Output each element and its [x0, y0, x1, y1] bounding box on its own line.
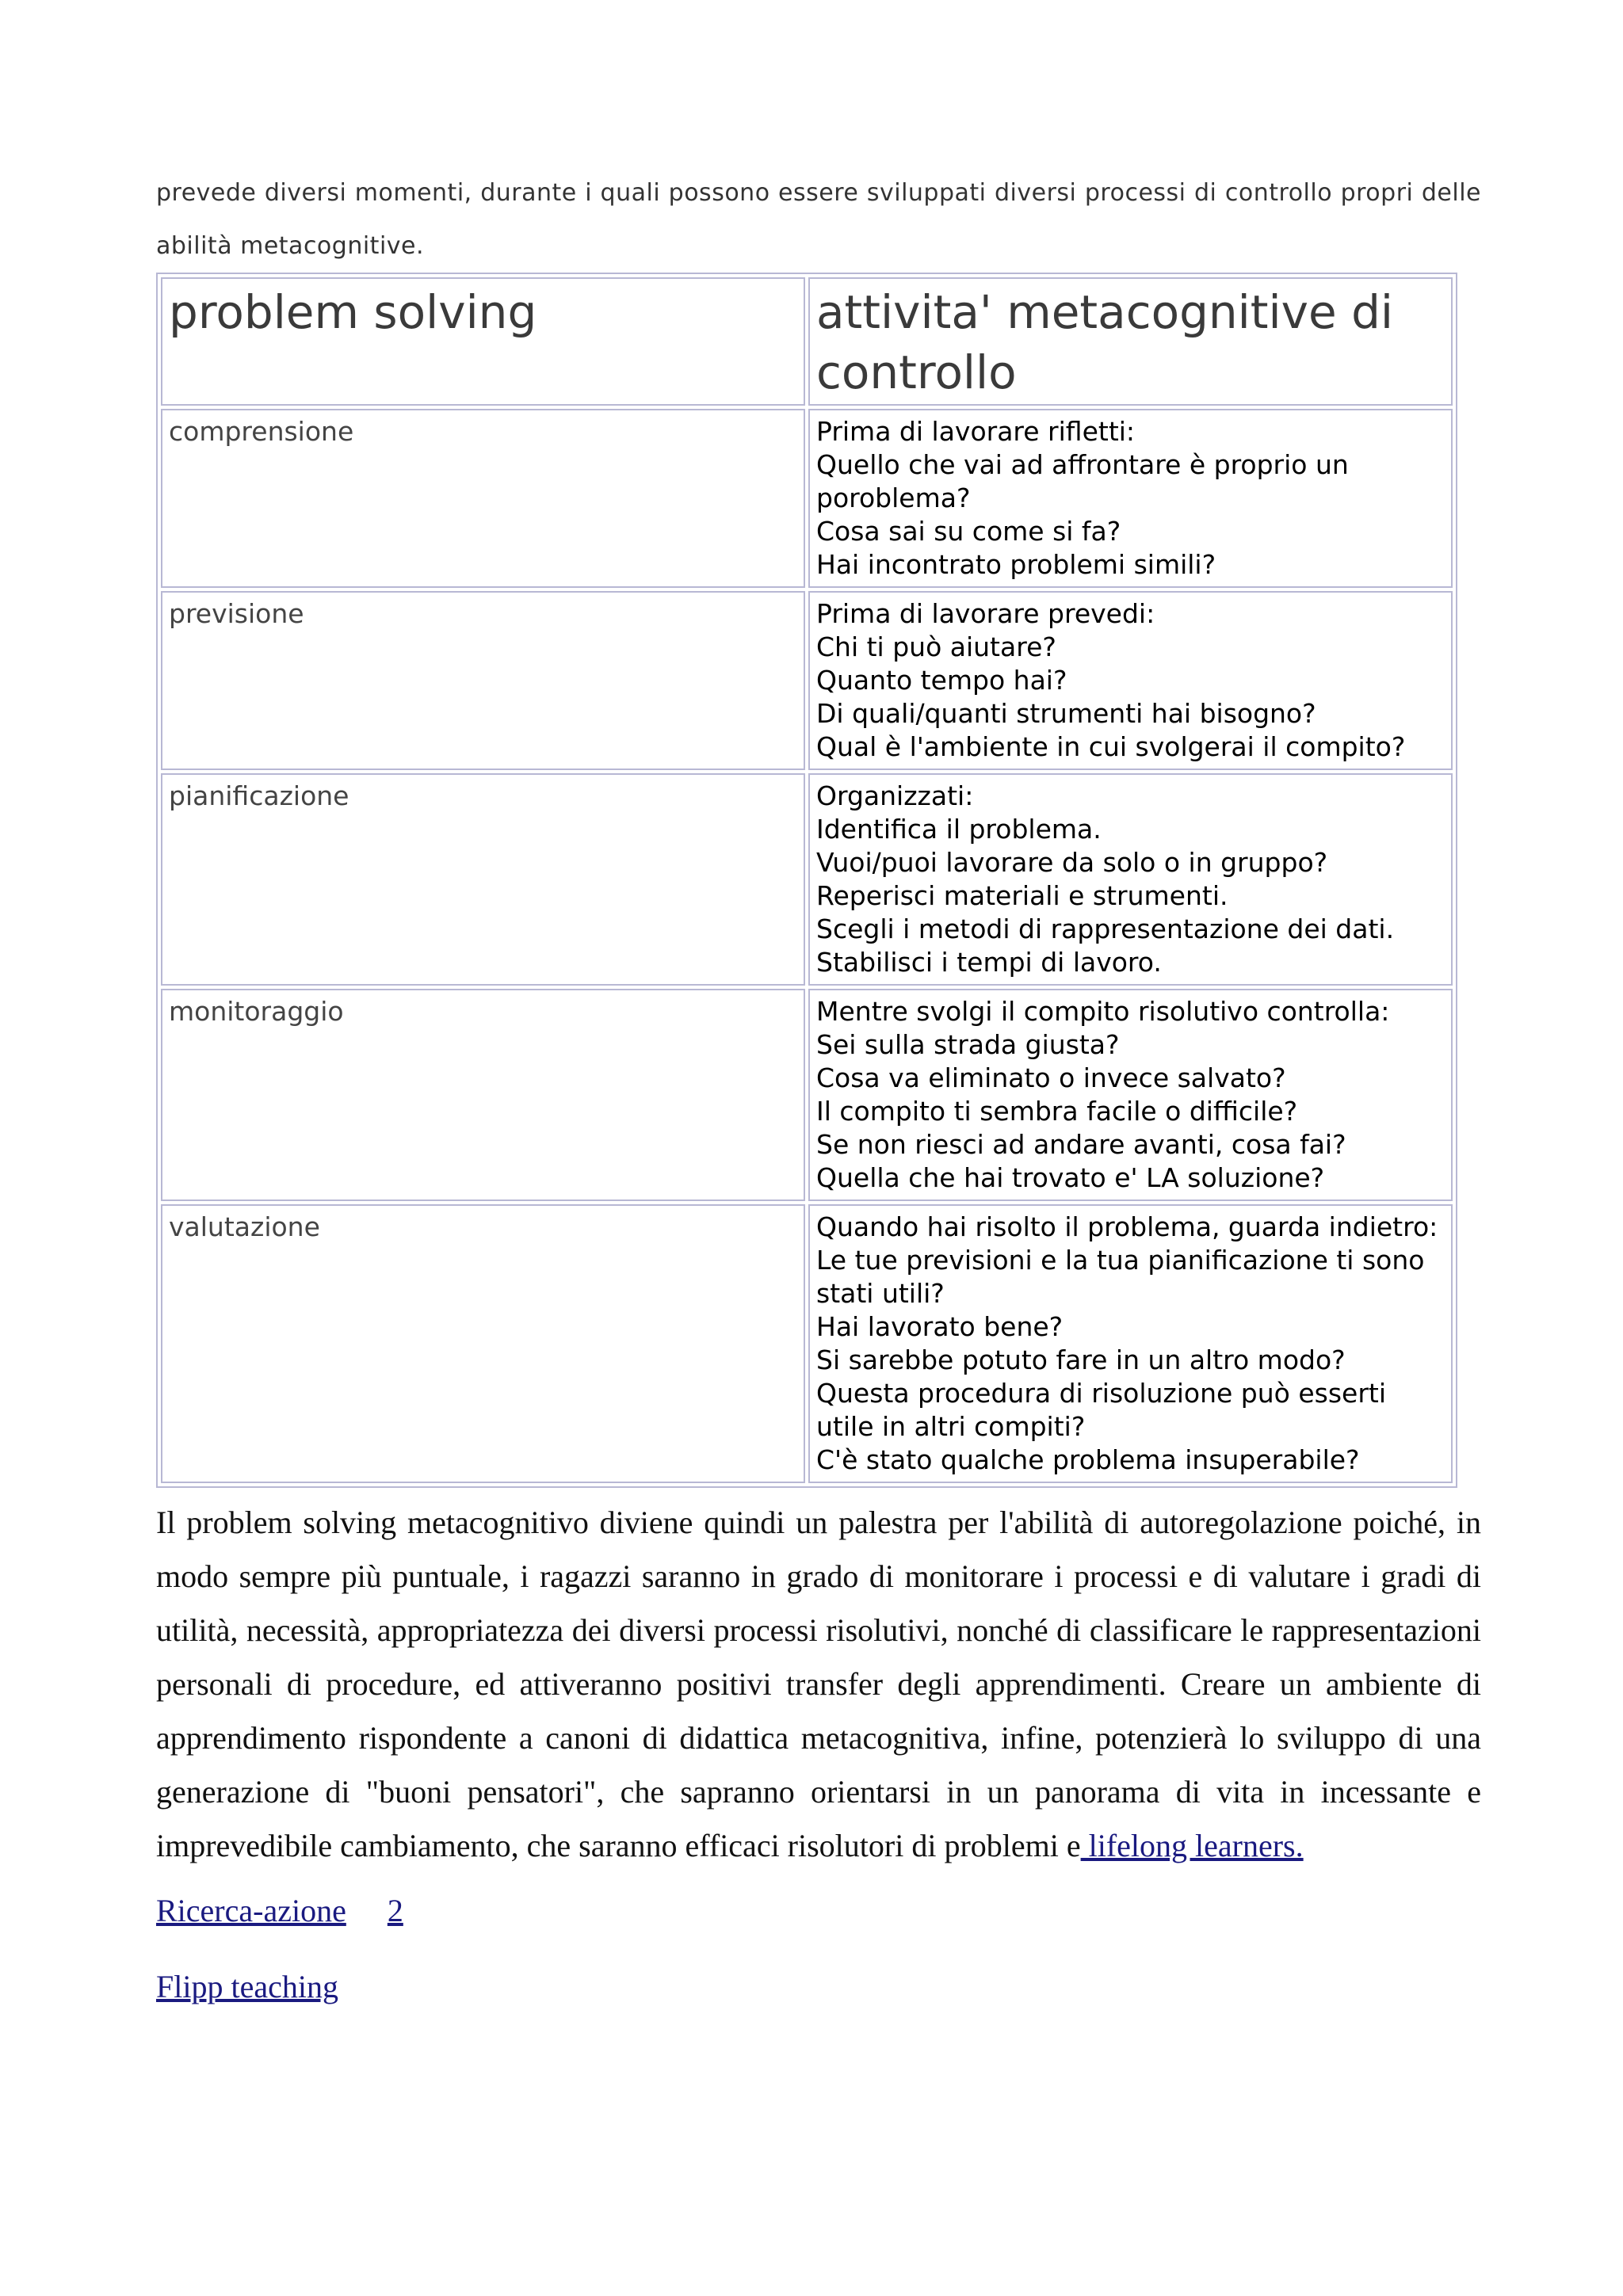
table-row	[161, 409, 1453, 588]
activity-line: Sei sulla strada giusta?	[816, 1029, 1120, 1060]
activity-line: Scegli i metodi di rappresentazione dei dati.	[816, 913, 1395, 944]
document-page	[156, 166, 1481, 2042]
phase-cell: previsione	[161, 591, 805, 770]
activity-line: Prima di lavorare rifletti:	[816, 416, 1136, 447]
activity-line: Di quali/quanti strumenti hai bisogno?	[816, 698, 1316, 729]
table-row	[161, 773, 1453, 986]
activity-line: Qual è l'ambiente in cui svolgerai il compito?	[816, 731, 1406, 762]
table-row	[161, 591, 1453, 770]
activity-line: Cosa sai su come si fa?	[816, 516, 1121, 547]
activity-line: Mentre svolgi il compito risolutivo controlla:	[816, 996, 1390, 1027]
ricerca-azione-link[interactable]: Ricerca-azione	[156, 1893, 346, 1928]
activity-line: Quello che vai ad affrontare è proprio un poroblema?	[816, 449, 1349, 513]
activity-line: Hai lavorato bene?	[816, 1311, 1064, 1342]
activity-line: Hai incontrato problemi simili?	[816, 549, 1216, 580]
activity-line: Le tue previsioni e la tua pianificazione ti sono stati utili?	[816, 1245, 1425, 1309]
lifelong-learners-link[interactable]: lifelong learners.	[1080, 1828, 1304, 1863]
activities-cell	[808, 591, 1453, 770]
activity-line: Stabilisci i tempi di lavoro.	[816, 947, 1162, 978]
intro-paragraph: prevede diversi momenti, durante i quali possono essere sviluppati diversi processi di controllo propri delle abilità metacognitive.	[156, 179, 1481, 260]
activities-cell	[808, 773, 1453, 986]
related-links	[156, 1890, 1481, 2008]
activity-line: Quanto tempo hai?	[816, 665, 1067, 696]
activity-line: Quando hai risolto il problema, guarda indietro:	[816, 1211, 1438, 1242]
activity-line: Prima di lavorare prevedi:	[816, 598, 1155, 629]
activities-cell	[808, 1204, 1453, 1483]
activity-line: Se non riesci ad andare avanti, cosa fai?	[816, 1129, 1346, 1160]
metacognitive-table	[156, 273, 1457, 1488]
table-header-row	[161, 277, 1453, 406]
activity-line: Identifica il problema.	[816, 814, 1102, 845]
activity-line: Organizzati:	[816, 780, 974, 811]
body-text: Il problem solving metacognitivo diviene quindi un palestra per l'abilità di autoregolazione poiché, in modo sempre più puntuale, i ragazzi saranno in grado di monitorare i processi e di valutare i gradi di utilità, necessità, appropriatezza dei diversi processi risolutivi, nonché di classificare le rappresentazioni personali di procedure, ed attiveranno positivi transfer degli apprendimenti. Creare un ambiente di apprendimento rispondente a canoni di didattica metacognitiva, infine, potenzierà lo sviluppo di una generazione di "buoni pensatori", che sapranno orientarsi in un panorama di vita in incessante e imprevedibile cambiamento, che saranno efficaci risolutori di problemi e	[156, 1505, 1481, 1863]
phase-cell: valutazione	[161, 1204, 805, 1483]
header-metacognitive-activities: attivita' metacognitive di controllo	[808, 277, 1453, 406]
activity-line: Reperisci materiali e strumenti.	[816, 880, 1228, 911]
activity-line: Si sarebbe potuto fare in un altro modo?	[816, 1344, 1346, 1375]
phase-cell: comprensione	[161, 409, 805, 588]
table-body	[161, 409, 1453, 1483]
ricerca-azione-2-link[interactable]: 2	[387, 1893, 403, 1928]
activity-line: C'è stato qualche problema insuperabile?	[816, 1444, 1360, 1475]
table-row	[161, 989, 1453, 1201]
header-problem-solving: problem solving	[161, 277, 805, 406]
body-paragraph	[156, 1496, 1481, 1873]
activities-cell	[808, 409, 1453, 588]
phase-cell: pianificazione	[161, 773, 805, 986]
activity-line: Quella che hai trovato e' LA soluzione?	[816, 1162, 1325, 1193]
activity-line: Vuoi/puoi lavorare da solo o in gruppo?	[816, 847, 1328, 878]
activity-line: Il compito ti sembra facile o difficile?	[816, 1096, 1298, 1127]
activity-line: Chi ti può aiutare?	[816, 631, 1056, 662]
flipp-teaching-link[interactable]: Flipp teaching	[156, 1969, 338, 2004]
flipp-teaching-line	[156, 1966, 1481, 2008]
activity-line: Questa procedura di risoluzione può esserti utile in altri compiti?	[816, 1378, 1387, 1442]
table-row	[161, 1204, 1453, 1483]
ricerca-azione-line	[156, 1890, 1481, 1932]
activities-cell	[808, 989, 1453, 1201]
phase-cell: monitoraggio	[161, 989, 805, 1201]
activity-line: Cosa va eliminato o invece salvato?	[816, 1062, 1286, 1093]
